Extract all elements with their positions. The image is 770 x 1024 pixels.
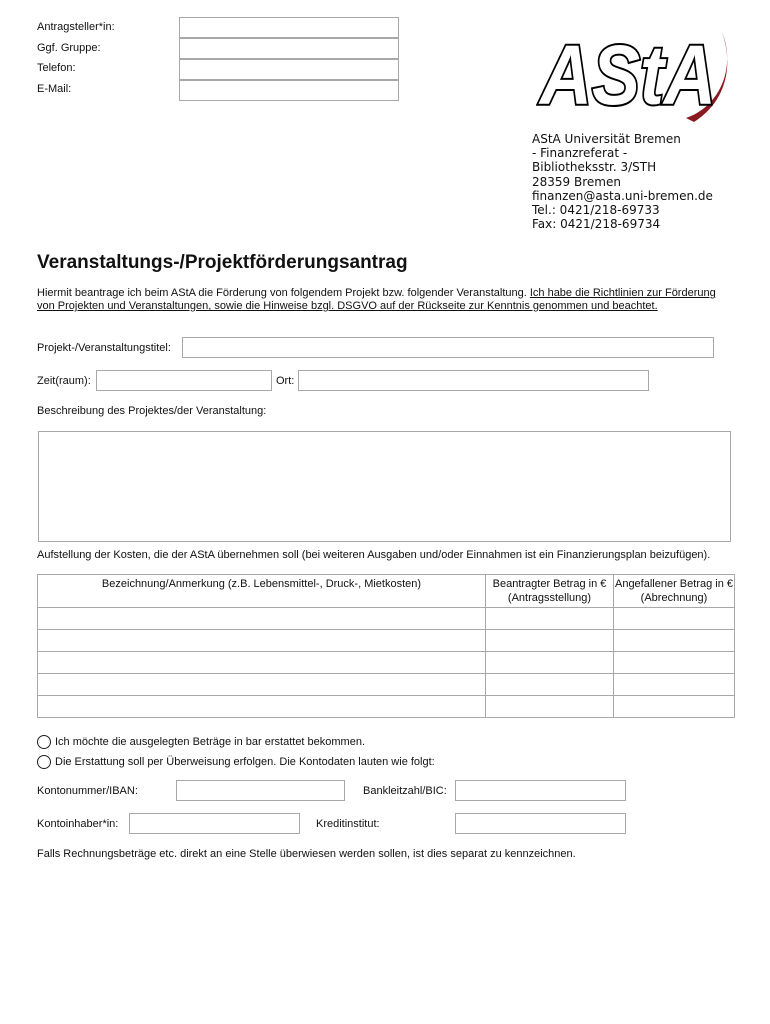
cost-description-cell[interactable] (38, 674, 486, 696)
payment-note: Falls Rechnungsbeträge etc. direkt an eine Stelle überwiesen werden sollen, ist dies separat zu kennzeichnen. (37, 848, 576, 860)
phone-label: Telefon: (37, 62, 76, 74)
phone-field[interactable] (179, 59, 399, 80)
costs-table (37, 574, 735, 718)
address-phone: Tel.: 0421/218-69733 (532, 203, 660, 218)
costs-header-requested: Beantragter Betrag in € (Antragsstellung) (486, 575, 614, 608)
description-field[interactable] (38, 431, 731, 542)
bic-field[interactable] (455, 780, 626, 801)
cost-requested-cell[interactable] (486, 696, 614, 718)
asta-address (532, 132, 713, 231)
bank-institute-label: Kreditinstitut: (316, 818, 380, 830)
costs-header-description: Bezeichnung/Anmerkung (z.B. Lebensmittel-, Druck-, Mietkosten) (38, 575, 486, 608)
email-label: E-Mail: (37, 83, 72, 95)
intro-text (37, 287, 717, 313)
cost-incurred-cell[interactable] (614, 652, 735, 674)
table-row (38, 674, 735, 696)
address-fax: Fax: 0421/218-69734 (532, 217, 661, 232)
project-title-label: Projekt-/Veranstaltungstitel: (37, 342, 171, 354)
table-row (38, 652, 735, 674)
address-line: - Finanzreferat - (532, 146, 628, 161)
cost-requested-cell[interactable] (486, 608, 614, 630)
cost-incurred-cell[interactable] (614, 674, 735, 696)
logo-text: AStA (538, 28, 716, 122)
address-email: finanzen@asta.uni-bremen.de (532, 188, 713, 203)
intro-plain: Hiermit beantrage ich beim AStA die Förderung von folgendem Projekt bzw. folgender Veranstaltung. (37, 287, 530, 299)
form-title: Veranstaltungs-/Projektförderungsantrag (37, 252, 408, 273)
cost-requested-cell[interactable] (486, 674, 614, 696)
address-line: 28359 Bremen (532, 174, 621, 189)
cost-incurred-cell[interactable] (614, 630, 735, 652)
account-holder-field[interactable] (129, 813, 300, 834)
table-row (38, 630, 735, 652)
asta-logo (536, 26, 734, 126)
costs-header-row (38, 575, 735, 608)
cost-description-cell[interactable] (38, 652, 486, 674)
bank-institute-field[interactable] (455, 813, 626, 834)
cost-description-cell[interactable] (38, 630, 486, 652)
applicant-name-label: Antragsteller*in: (37, 21, 115, 33)
group-field[interactable] (179, 38, 399, 59)
account-holder-label: Kontoinhaber*in: (37, 818, 119, 830)
cost-requested-cell[interactable] (486, 630, 614, 652)
time-label: Zeit(raum): (37, 375, 91, 387)
project-title-field[interactable] (182, 337, 714, 358)
iban-field[interactable] (176, 780, 345, 801)
address-line: AStA Universität Bremen (532, 132, 681, 146)
table-row (38, 696, 735, 718)
iban-label: Kontonummer/IBAN: (37, 785, 138, 797)
intro-underlined: Ich habe die Richtlinien zur Förderung von Projekten und Veranstaltungen, sowie die Hinweise bzgl. DSGVO auf der Rückseite zur Kenntnis genommen und beachtet. (37, 287, 716, 312)
bic-label: Bankleitzahl/BIC: (363, 785, 447, 797)
cost-incurred-cell[interactable] (614, 608, 735, 630)
cost-incurred-cell[interactable] (614, 696, 735, 718)
transfer-refund-label: Die Erstattung soll per Überweisung erfolgen. Die Kontodaten lauten wie folgt: (55, 756, 435, 768)
email-field[interactable] (179, 80, 399, 101)
time-field[interactable] (96, 370, 272, 391)
group-label: Ggf. Gruppe: (37, 42, 101, 54)
cash-refund-label: Ich möchte die ausgelegten Beträge in bar erstattet bekommen. (55, 736, 366, 748)
costs-intro: Aufstellung der Kosten, die der AStA übernehmen soll (bei weiteren Ausgaben und/oder Einnahmen ist ein Finanzierungsplan beizufügen). (37, 549, 711, 561)
cost-description-cell[interactable] (38, 608, 486, 630)
transfer-refund-radio[interactable] (37, 755, 51, 769)
description-label: Beschreibung des Projektes/der Veranstaltung: (37, 405, 267, 417)
cost-description-cell[interactable] (38, 696, 486, 718)
cost-requested-cell[interactable] (486, 652, 614, 674)
cash-refund-radio[interactable] (37, 735, 51, 749)
table-row (38, 608, 735, 630)
address-line: Bibliotheksstr. 3/STH (532, 160, 657, 175)
place-label: Ort: (276, 375, 295, 387)
costs-header-incurred: Angefallener Betrag in € (Abrechnung) (614, 575, 735, 608)
place-field[interactable] (298, 370, 649, 391)
applicant-name-field[interactable] (179, 17, 399, 38)
